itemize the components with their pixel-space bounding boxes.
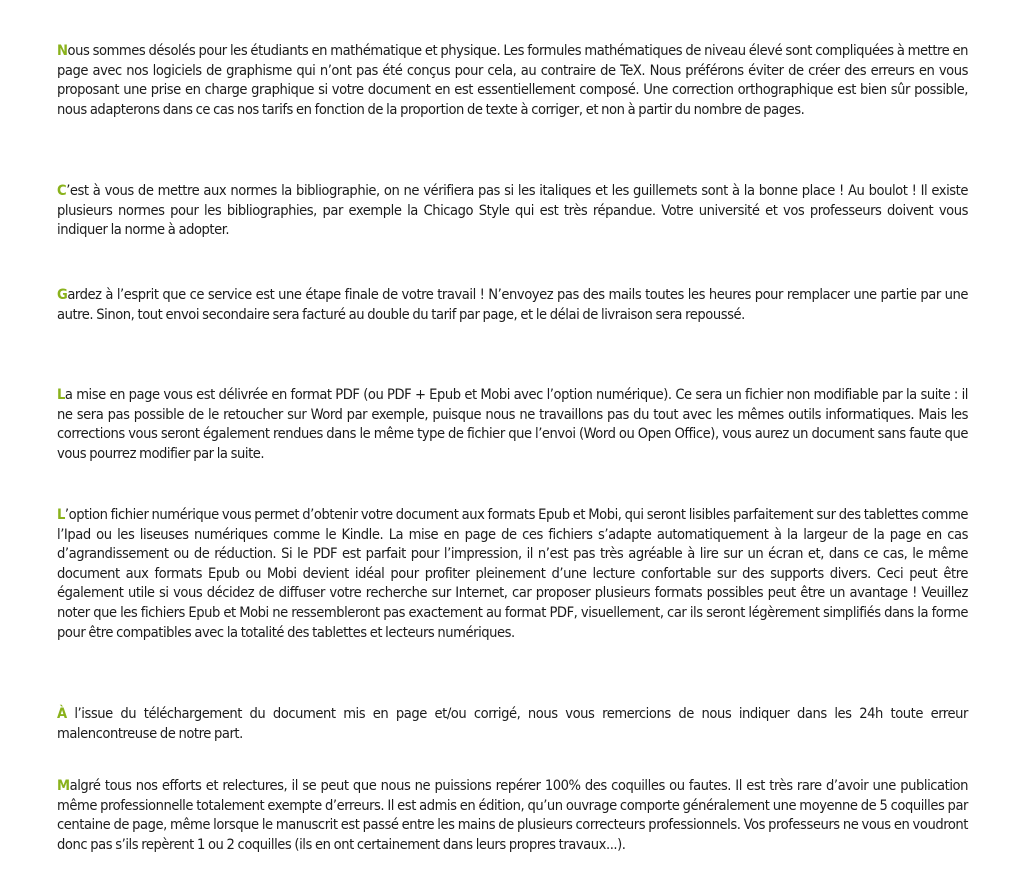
paragraph-text: ’option fichier numérique vous permet d’obtenir votre document aux formats Epub et Mobi, qui seront lisibles parfaitement sur des tablettes comme l’Ipad ou les liseuses numériques comme le Kindle. La mise en page de ces fichiers s’adapte automatiquement à la largeur de la page en cas d’agrandissement ou de réduction. Si le PDF est parfait pour l’impression, il n’est pas très agréable à lire sur un écran et, dans ce cas, le même document aux formats Epub ou Mobi devient idéal pour profiter pleinement d’une lecture confortable sur des supports divers. Ceci peut être également utile si vous décidez de diffuser votre recherche sur Internet, car proposer plusieurs formats possibles peut être un avantage ! Veuillez noter que les fichiers Epub et Mobi ne ressembleront pas exactement au format PDF, visuellement, car ils seront légèrement simplifiés dans la forme pour être compatibles avec la totalité des tablettes et lecteurs numériques. — [57, 506, 968, 641]
paragraph-formulas — [57, 41, 968, 119]
paragraph-text: ardez à l’esprit que ce service est une étape finale de votre travail ! N’envoyez pas des mails toutes les heures pour remplacer une partie par une autre. Sinon, tout envoi secondaire sera facturé au double du tarif par page, et le délai de livraison sera repoussé. — [57, 286, 968, 323]
paragraph-initial: L — [57, 386, 65, 403]
paragraph-text: l’issue du téléchargement du document mis en page et/ou corrigé, nous vous remercions de nous indiquer dans les 24h toute erreur malencontreuse de notre part. — [57, 705, 968, 742]
paragraph-initial: G — [57, 286, 68, 303]
paragraph-final-step — [57, 285, 968, 324]
paragraph-pdf-delivery — [57, 385, 968, 463]
paragraph-text: ’est à vous de mettre aux normes la bibliographie, on ne vérifiera pas si les italiques et les guillemets sont à la bonne place ! Au boulot ! Il existe plusieurs normes pour les bibliographies, par exemple la Chicago Style qui est très répandue. Votre université et vos professeurs doivent vous indiquer la norme à adopter. — [57, 182, 968, 239]
paragraph-initial: N — [57, 42, 68, 59]
document-page — [57, 0, 968, 888]
paragraph-bibliography — [57, 181, 968, 240]
paragraph-text: ous sommes désolés pour les étudiants en mathématique et physique. Les formules mathématiques de niveau élevé sont compliquées à mettre en page avec nos logiciels de graphisme qui n’ont pas été conçus pour cela, au contraire de TeX. Nous préférons éviter de créer des erreurs en vous proposant une prise en charge graphique si votre document en est essentiellement composé. Une correction orthographique est bien sûr possible, nous adapterons dans ce cas nos tarifs en fonction de la proportion de texte à corriger, et non à partir du nombre de pages. — [57, 42, 968, 118]
paragraph-initial: C — [57, 182, 67, 199]
paragraph-initial: L — [57, 506, 65, 523]
paragraph-download-errors — [57, 704, 968, 743]
paragraph-digital-option — [57, 505, 968, 642]
paragraph-text: a mise en page vous est délivrée en format PDF (ou PDF + Epub et Mobi avec l’option numérique). Ce sera un fichier non modifiable par la suite : il ne sera pas possible de le retoucher sur Word par exemple, puisque nous ne travaillons pas du tout avec les mêmes outils informatiques. Mais les corrections vous seront également rendues dans le même type de fichier que l’envoi (Word ou Open Office), vous aurez un document sans faute que vous pourrez modifier par la suite. — [57, 386, 968, 462]
paragraph-typos — [57, 776, 968, 854]
paragraph-initial: À — [57, 705, 67, 722]
paragraph-text: algré tous nos efforts et relectures, il se peut que nous ne puissions repérer 100% des coquilles ou fautes. Il est très rare d’avoir une publication même professionnelle totalement exempte d’erreurs. Il est admis en édition, qu’un ouvrage comporte généralement une moyenne de 5 coquilles par centaine de page, même lorsque le manuscrit est passé entre les mains de plusieurs correcteurs professionnels. Vos professeurs ne vous en voudront donc pas s’ils repèrent 1 ou 2 coquilles (ils en ont certainement dans leurs propres travaux...). — [57, 777, 968, 853]
paragraph-initial: M — [57, 777, 70, 794]
